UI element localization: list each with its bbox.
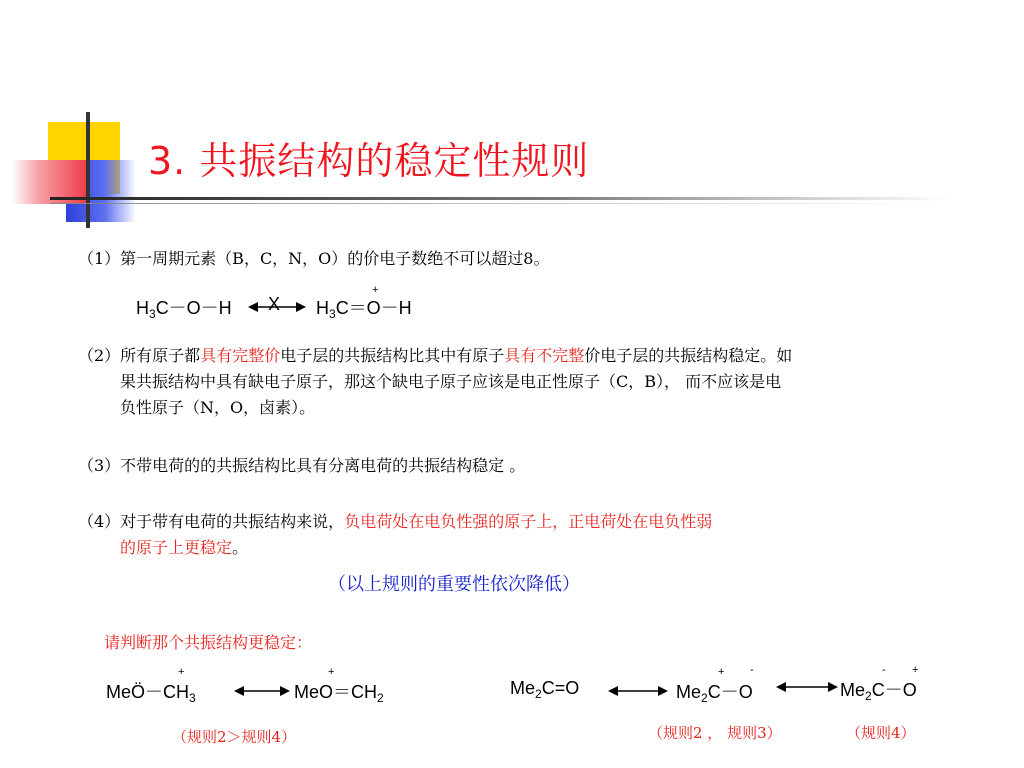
rule-4 (78, 509, 712, 561)
ex1-rule-note: （规则2＞规则4） (172, 728, 297, 746)
rule-2-text-e: 价电子层的共振结构稳定。如 (584, 346, 793, 365)
rule-3: （3）不带电荷的的共振结构比具有分离电荷的共振结构稳定 。 (78, 456, 526, 475)
double-headed-arrow-icon (776, 680, 838, 694)
rule-4-period: 。 (232, 538, 249, 557)
ex2-s2-plus: + (718, 666, 725, 678)
ex2-structure-3: $Me_2C-O$ (840, 680, 917, 703)
ex1-right-structure: $MeO=CH_2$ (294, 682, 384, 705)
double-headed-arrow-icon (234, 684, 290, 698)
cross-mark: X (268, 294, 281, 314)
eq1-right-structure: $H_3C=O-H$ (316, 298, 412, 321)
rule-2 (78, 343, 792, 421)
rule-2-line-2: 果共振结构中具有缺电子原子，那这个缺电子原子应该是电正性原子（C，B）， 而不应该是电 (120, 372, 782, 391)
ex2-rule-note-2: （规则4） (846, 724, 916, 742)
decor-horizontal-rule-thin (50, 203, 950, 204)
double-headed-arrow-icon (608, 684, 668, 698)
question-prompt: 请判断那个共振结构更稳定： (104, 633, 313, 652)
ex2-s2-minus: - (750, 664, 754, 676)
decor-horizontal-rule (50, 197, 950, 200)
rule-1: （1）第一周期元素（B，C，N，O）的价电子数绝不可以超过8。 (78, 249, 550, 268)
eq1-plus-charge: + (372, 284, 379, 296)
decor-vertical-line (86, 112, 90, 228)
rule-4-highlight-cont: 的原子上更稳定 (120, 538, 233, 557)
ex2-structure-1: $Me_2C=O$ (510, 678, 580, 701)
example-2 (510, 664, 940, 708)
rule-2-highlight-incomplete: 具有不完整 (504, 346, 585, 365)
ex2-rule-note-1: （规则2 ， 规则3） (648, 724, 782, 742)
equation-1 (136, 284, 436, 322)
rule-4-highlight: 负电荷处在电负性强的原子上，正电荷处在电负性弱 (344, 512, 713, 531)
ex2-s3-minus: - (882, 664, 886, 676)
ex2-s3-plus: + (912, 664, 919, 676)
ex1-left-plus: + (178, 666, 185, 678)
example-1 (106, 666, 426, 712)
importance-note: （以上规则的重要性依次降低） (328, 574, 580, 595)
rule-2-line-3: 负性原子（N，O，卤素）。 (120, 398, 316, 417)
rule-2-text-a: （2）所有原子都 (78, 346, 201, 365)
ex2-structure-2: $Me_2C-O$ (676, 682, 753, 705)
rule-2-highlight-complete: 具有完整价 (200, 346, 281, 365)
slide-title: 3. 共振结构的稳定性规则 (148, 139, 590, 183)
ex1-left-structure: $MeÖ-CH_3$ (106, 682, 196, 705)
rule-4-text-a: （4）对于带有电荷的共振结构来说， (78, 512, 345, 531)
eq1-left-structure: $H_3C-O-H$ (136, 298, 232, 321)
rule-2-text-c: 电子层的共振结构比其中有原子 (280, 346, 505, 365)
ex1-right-plus: + (328, 666, 335, 678)
